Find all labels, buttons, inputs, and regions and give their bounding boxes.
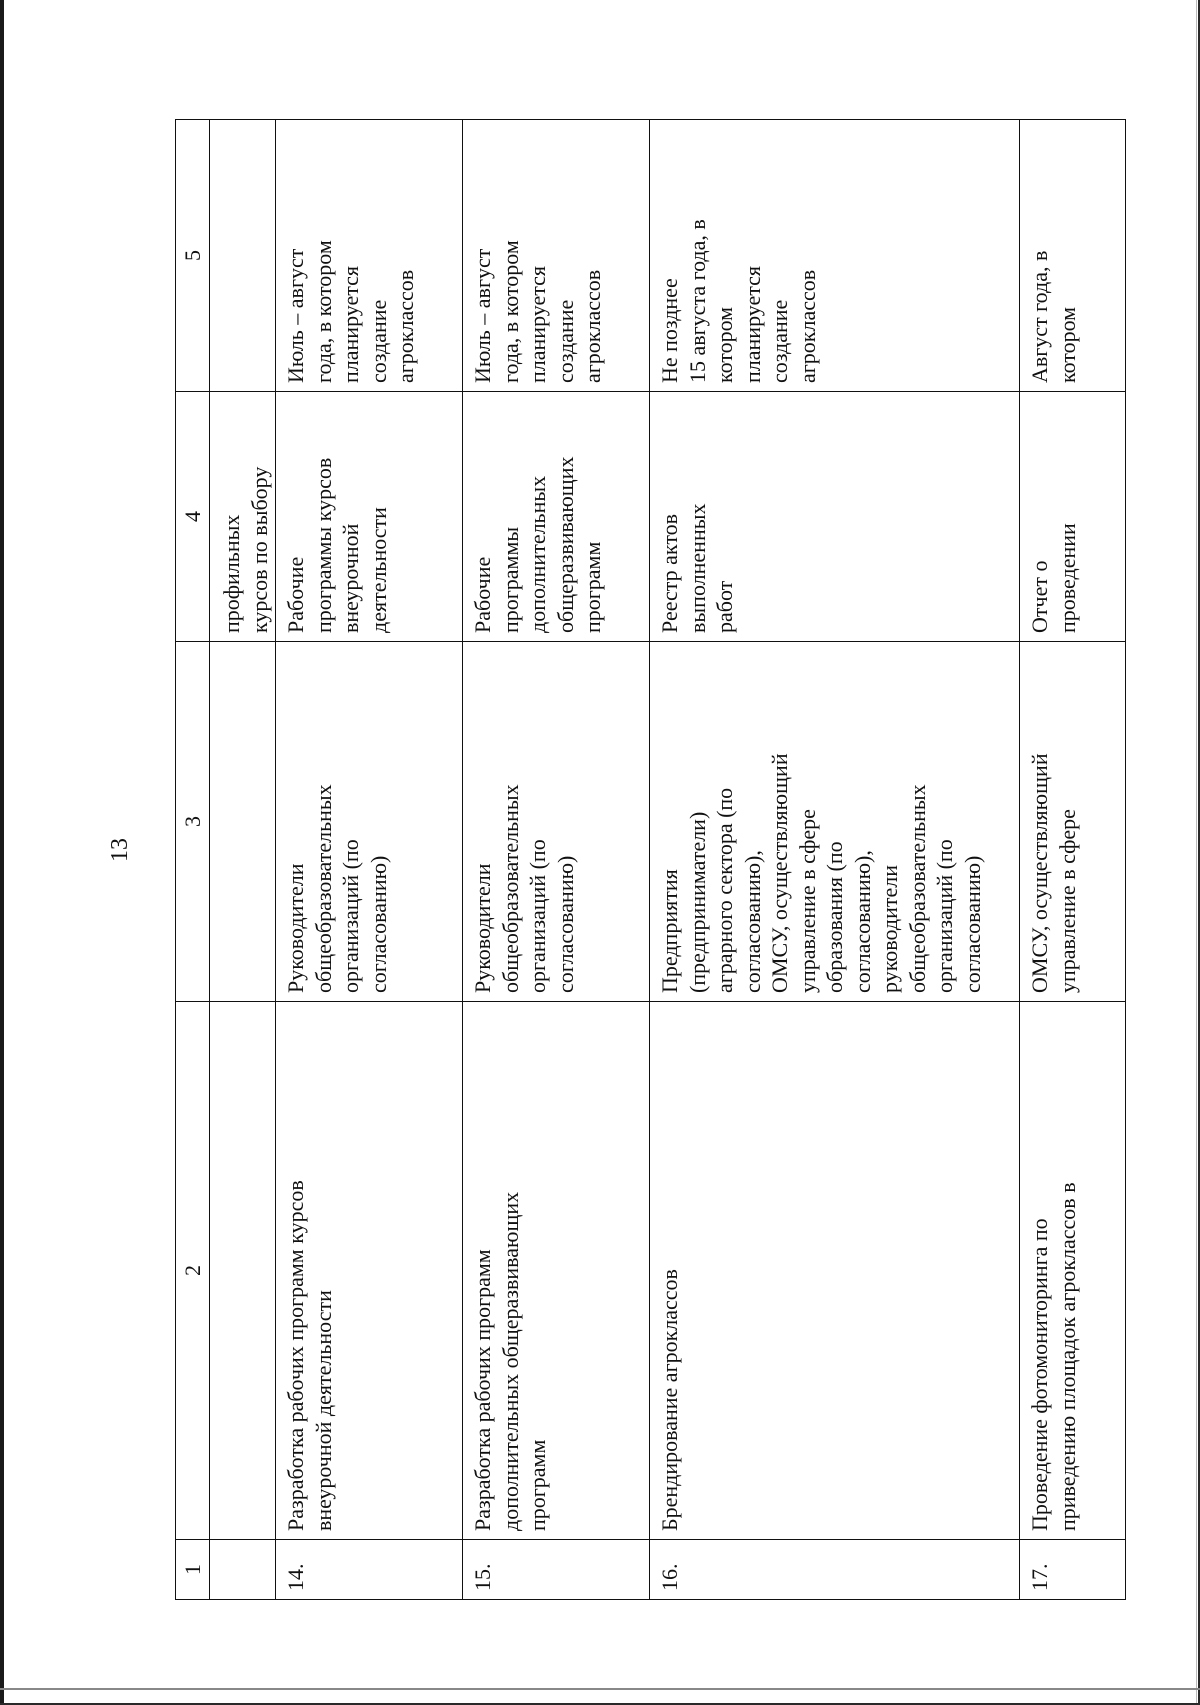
continuation-col-5 xyxy=(210,120,276,392)
table-row xyxy=(1020,120,1126,1600)
deadline-cell: Июль – август года, в котором планируется создание агроклассов xyxy=(463,120,650,392)
header-col-2: 2 xyxy=(176,1002,210,1540)
header-col-3: 3 xyxy=(176,642,210,1002)
table-row xyxy=(276,120,463,1600)
row-number: 17. xyxy=(1020,1540,1126,1600)
deadline-cell: Июль – август года, в котором планируется создание агроклассов xyxy=(276,120,463,392)
result-cell: Рабочие программы дополнительных общеразвивающих программ xyxy=(463,392,650,642)
result-cell: Реестр актов выполненных работ xyxy=(650,392,1020,642)
continuation-col-3 xyxy=(210,642,276,1002)
activity-cell: Разработка рабочих программ курсов внеурочной деятельности xyxy=(276,1002,463,1540)
continuation-result-text: профильных курсов по выбору xyxy=(219,466,272,633)
continuation-col-1 xyxy=(210,1540,276,1600)
deadline-cell: Не позднее 15 августа года, в котором планируется создание агроклассов xyxy=(650,120,1020,392)
scan-edge-left xyxy=(0,0,4,1705)
header-col-4: 4 xyxy=(176,392,210,642)
continuation-row xyxy=(210,120,276,1600)
activity-cell: Разработка рабочих программ дополнительных общеразвивающих программ xyxy=(463,1002,650,1540)
header-col-5: 5 xyxy=(176,120,210,392)
continuation-col-4 xyxy=(210,392,276,642)
rotated-table-container xyxy=(175,120,1125,1600)
responsible-cell: ОМСУ, осуществляющий управление в сфере xyxy=(1020,642,1126,1002)
continuation-col-2 xyxy=(210,1002,276,1540)
responsible-cell: Руководители общеобразовательных организаций (по согласованию) xyxy=(276,642,463,1002)
row-number: 16. xyxy=(650,1540,1020,1600)
plan-table xyxy=(175,119,1126,1600)
activity-cell: Брендирование агроклассов xyxy=(650,1002,1020,1540)
responsible-cell: Руководители общеобразовательных организаций (по согласованию) xyxy=(463,642,650,1002)
result-cell: Отчет о проведении xyxy=(1020,392,1126,642)
activity-cell: Проведение фотомониторинга по приведению площадок агроклассов в xyxy=(1020,1002,1126,1540)
header-row xyxy=(176,120,210,1600)
row-number: 15. xyxy=(463,1540,650,1600)
header-col-1: 1 xyxy=(176,1540,210,1600)
scan-line-right xyxy=(1196,0,1197,1705)
table-row xyxy=(463,120,650,1600)
responsible-cell: Предприятия (предприниматели) аграрного сектора (по согласованию), ОМСУ, осуществляющий управление в сфере образования (по согласованию), руководители общеобразовательных организаций (по согласованию) xyxy=(650,642,1020,1002)
result-cell: Рабочие программы курсов внеурочной деятельности xyxy=(276,392,463,642)
page-number: 13 xyxy=(106,838,133,862)
row-number: 14. xyxy=(276,1540,463,1600)
deadline-cell: Август года, в котором xyxy=(1020,120,1126,392)
scan-line-bottom xyxy=(0,1688,1200,1690)
table-frame xyxy=(175,120,1125,1600)
table-row xyxy=(650,120,1020,1600)
